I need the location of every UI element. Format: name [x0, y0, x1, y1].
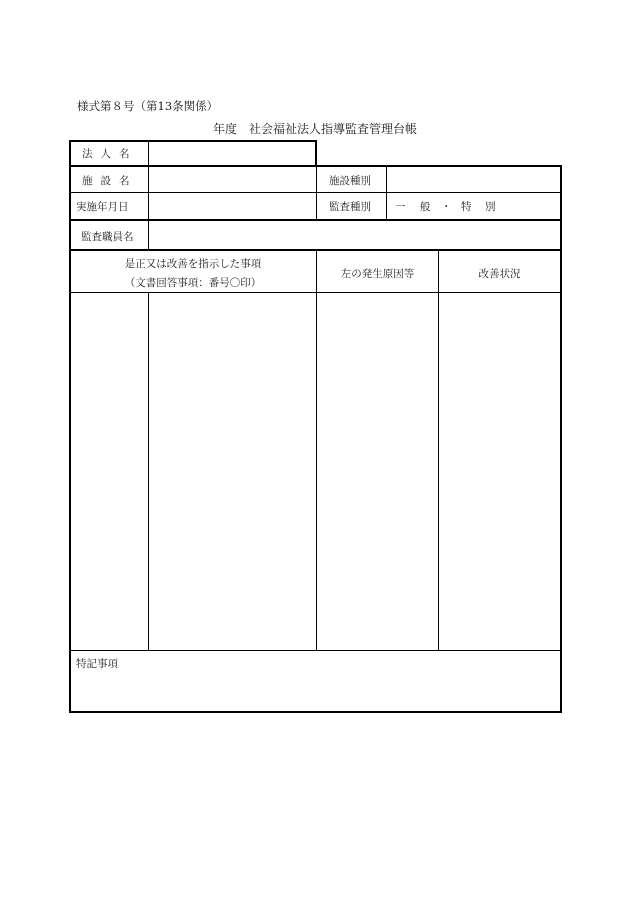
facility-label: 施設名 [82, 175, 138, 187]
page-title-text: 年度 社会福祉法人指導監査管理台帳 [213, 122, 418, 136]
row-line-2 [70, 219, 560, 221]
type-col-line [386, 166, 387, 220]
facility-value[interactable] [152, 170, 312, 190]
form-number: 様式第８号（第13条関係） [77, 99, 219, 113]
label-col-line [148, 140, 149, 250]
notes-value[interactable] [72, 672, 558, 708]
table-cell-status[interactable] [440, 294, 559, 648]
col3-header: 改善状況 [478, 268, 521, 280]
facility-type-label: 施設種別 [329, 175, 371, 187]
auditors-value[interactable] [152, 224, 552, 246]
row-line-3 [70, 249, 560, 251]
audit-type-option-5: 別 [485, 201, 496, 213]
border-right [560, 165, 562, 713]
corporation-value[interactable] [152, 144, 312, 164]
col1-header-line2: （文書回答事項：番号〇印） [124, 277, 262, 289]
date-label: 実施年月日 [76, 201, 129, 213]
table-col-line-2 [316, 250, 317, 650]
date-value[interactable] [152, 196, 312, 216]
border-corp-right [315, 140, 317, 166]
col2-header: 左の発生原因等 [340, 268, 415, 280]
audit-type-option-2: 般 [420, 201, 431, 213]
audit-type-option-3: ・ [441, 201, 452, 213]
table-cell-cause[interactable] [318, 294, 437, 648]
notes-top-line [70, 650, 560, 651]
table-col-line-1 [148, 292, 149, 650]
table-cell-number[interactable] [71, 294, 147, 648]
audit-type-label: 監査種別 [329, 201, 371, 213]
border-top-corp [70, 140, 317, 142]
audit-type-option-4: 特 [461, 201, 472, 213]
border-bottom [69, 711, 562, 713]
table-cell-instruction[interactable] [150, 294, 315, 648]
row-line-1 [70, 192, 560, 193]
audit-type-option-1: 一 [395, 201, 406, 213]
col1-header-line1: 是正又は改善を指示した事項 [124, 258, 262, 270]
corporation-label: 法人名 [82, 148, 138, 160]
auditors-label: 監査職員名 [81, 231, 134, 243]
facility-type-value[interactable] [390, 170, 556, 190]
notes-label: 特記事項 [76, 658, 118, 670]
header-bottom-line [70, 292, 560, 293]
mid-col-line-top [316, 166, 317, 220]
table-col-line-3 [438, 250, 439, 650]
